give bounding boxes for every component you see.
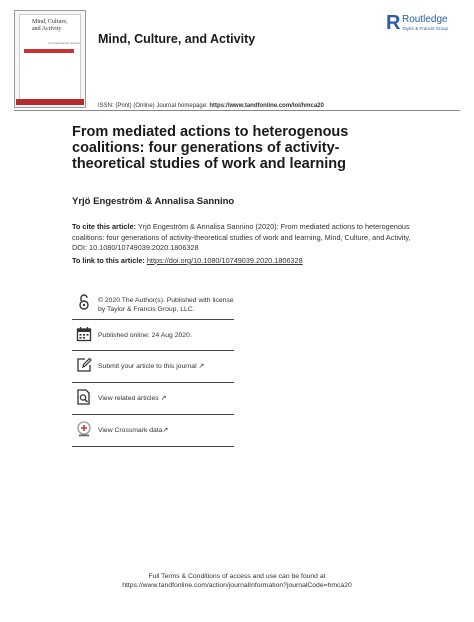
cover-inner	[19, 14, 81, 105]
article-doi-link[interactable]: https://doi.org/10.1080/10749039.2020.1806328	[146, 256, 303, 265]
crossmark-link[interactable]	[98, 426, 238, 435]
journal-homepage-link[interactable]: https://www.tandfonline.com/loi/hmca20	[209, 103, 324, 109]
issn-line	[98, 103, 324, 109]
cover-bottom-bar	[16, 99, 84, 105]
footer-terms-text: Full Terms & Conditions of access and use can be found at	[148, 573, 326, 580]
external-link-icon: ↗	[160, 395, 167, 402]
related-articles-link[interactable]	[98, 394, 238, 403]
citation-doi[interactable]: 10.1080/10749039.2020.1806328	[89, 243, 199, 252]
journal-name[interactable]: Mind, Culture, and Activity	[98, 32, 256, 46]
citation-label: To cite this article:	[72, 222, 136, 231]
divider	[72, 382, 234, 383]
crossmark-icon	[76, 421, 92, 437]
open-access-icon	[76, 294, 92, 310]
issn-label: ISSN: (Print) (Online) Journal homepage:	[98, 103, 208, 109]
related-articles-label: View related articles	[98, 395, 159, 402]
divider	[72, 350, 234, 351]
publisher-name: Routledge	[402, 14, 448, 25]
crossmark-item[interactable]	[76, 421, 236, 441]
external-link-icon: ↗	[198, 363, 205, 370]
routledge-r-icon: R	[386, 12, 401, 34]
cover-red-bar	[24, 49, 74, 53]
submit-article-item[interactable]	[76, 357, 236, 377]
citation-text: Yrjö Engeström & Annalisa Sannino (2020): From mediated actions to heterogenous coalitions: four generations of activity-theoretical studies of work and learning, Mind, Culture, and Activity, DOI:	[72, 222, 411, 252]
edit-document-icon	[76, 357, 92, 373]
external-link-icon: ↗	[162, 427, 169, 434]
article-link-row	[72, 256, 303, 265]
submit-article-label: Submit your article to this journal	[98, 363, 197, 370]
cover-title: Mind, Culture, and Activity	[32, 19, 68, 32]
search-document-icon	[76, 389, 92, 405]
link-label: To link to this article:	[72, 256, 145, 265]
footer-terms-link[interactable]: https://www.tandfonline.com/action/journalInformation?journalCode=hmca20	[122, 582, 352, 589]
publisher-tagline: Taylor & Francis Group	[402, 26, 449, 31]
article-authors: Yrjö Engeström & Annalisa Sannino	[72, 196, 235, 207]
divider	[72, 414, 234, 415]
published-item	[76, 326, 236, 346]
cover-subtitle: An International Journal	[48, 41, 80, 45]
calendar-icon	[76, 326, 92, 342]
footer	[0, 572, 474, 590]
divider	[72, 446, 234, 447]
crossmark-label: View Crossmark data	[98, 427, 163, 434]
submit-article-link[interactable]	[98, 362, 238, 371]
article-title: From mediated actions to heterogenous coalitions: four generations of activity-theoretical studies of work and learning	[72, 124, 349, 172]
header-divider	[14, 110, 460, 111]
published-date: Published online: 24 Aug 2020.	[98, 332, 192, 339]
citation-block	[72, 222, 412, 254]
routledge-logo[interactable]	[386, 12, 460, 38]
header	[14, 10, 460, 110]
license-text: © 2020 The Author(s). Published with license by Taylor & Francis Group, LLC.	[98, 297, 234, 313]
related-articles-item[interactable]	[76, 389, 236, 409]
journal-cover-image[interactable]	[14, 10, 86, 108]
divider	[72, 319, 234, 320]
